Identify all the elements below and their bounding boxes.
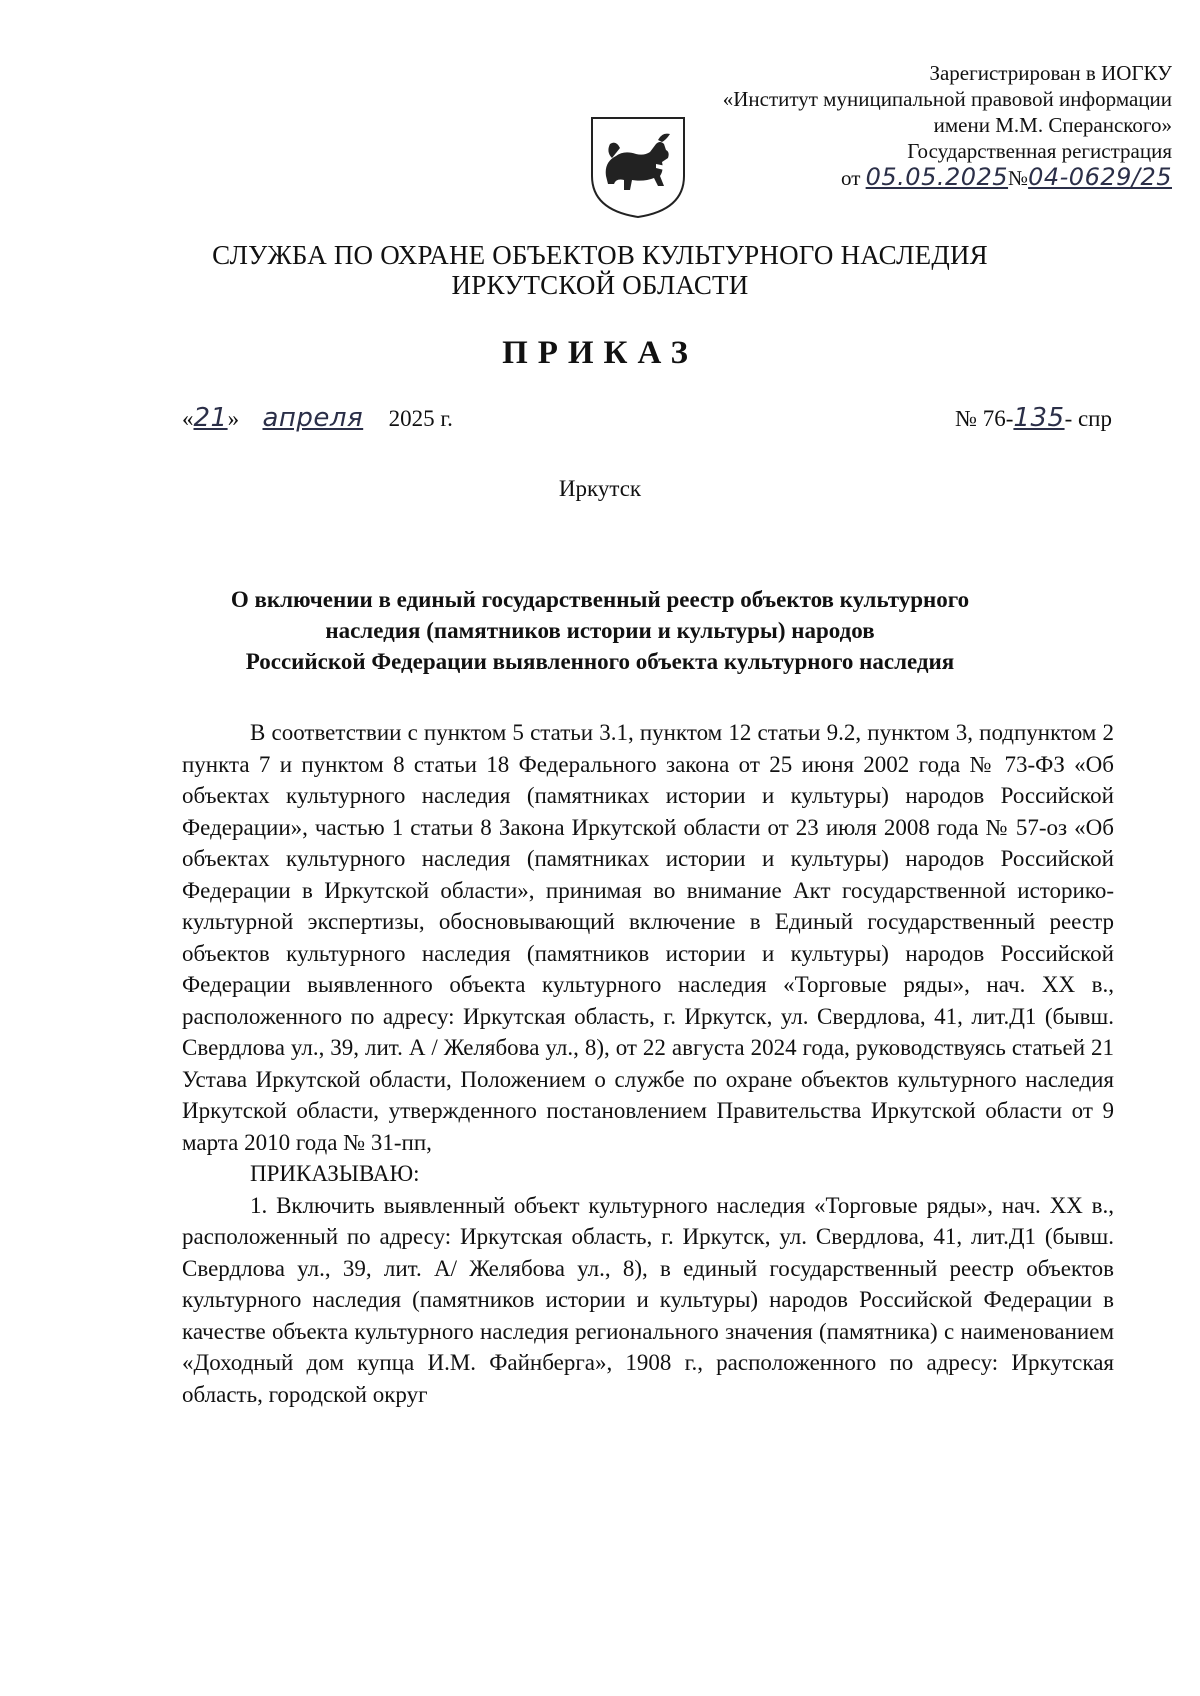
order-date-number-row <box>182 403 1112 437</box>
order-date-year: 2025 г. <box>388 406 453 431</box>
document-title-line-2: наследия (памятников истории и культуры) народов <box>325 618 875 643</box>
order-date-month: апреля <box>262 403 364 433</box>
agency-name-line-1: СЛУЖБА ПО ОХРАНЕ ОБЪЕКТОВ КУЛЬТУРНОГО НАСЛЕДИЯ <box>212 240 988 270</box>
registration-stamp <box>723 60 1172 191</box>
registration-line-2: «Институт муниципальной правовой информации <box>722 87 1172 111</box>
registration-date-handwritten: 05.05.2025 <box>865 163 1009 191</box>
order-number <box>955 403 1112 433</box>
document-body <box>182 717 1114 1410</box>
document-title-line-1: О включении в единый государственный реестр объектов культурного <box>230 587 970 612</box>
registration-line-4: Государственная регистрация <box>907 139 1172 163</box>
coat-of-arms-icon <box>586 114 690 220</box>
registration-date-line <box>723 164 1172 191</box>
order-date <box>182 403 453 433</box>
city: Иркутск <box>558 476 642 501</box>
order-number-prefix: № 76- <box>955 406 1014 431</box>
order-title: ПРИКАЗ <box>502 335 698 371</box>
registration-line-1: Зарегистрирован в ИОГКУ <box>929 61 1172 85</box>
preamble-paragraph: В соответствии с пунктом 5 статьи 3.1, пунктом 12 статьи 9.2, пунктом 3, подпунктом 2 пункта 7 и пунктом 8 статьи 18 Федерального закона от 25 июня 2002 года № 73-ФЗ «Об объектах культурного наследия (памятниках истории и культуры) народов Российской Федерации», частью 1 статьи 8 Закона Иркутской области от 23 июля 2008 года № 57-оз «Об объектах культурного наследия (памятниках истории и культуры) народов Российской Федерации в Иркутской области», принимая во внимание Акт государственной историко-культурной экспертизы, обосновывающий включение в Единый государственный реестр объектов культурного наследия (памятников истории и культуры) народов Российской Федерации выявленного объекта культурного наследия «Торговые ряды», нач. XX в., расположенного по адресу: Иркутская область, г. Иркутск, ул. Свердлова, 41, лит.Д1 (бывш. Свердлова ул., 39, лит. А / Желябова ул., 8), от 22 августа 2024 года, руководствуясь статьей 21 Устава Иркутской области, Положением о службе по охране объектов культурного наследия Иркутской области, утвержденного постановлением Правительства Иркутской области от 9 марта 2010 года № 31-пп, <box>182 720 1114 1155</box>
item-1-paragraph: 1. Включить выявленный объект культурного наследия «Торговые ряды», нач. XX в., расположенный по адресу: Иркутская область, г. Иркутск, ул. Свердлова, 41, лит.Д1 (бывш. Свердлова ул., 39, лит. А/ Желябова ул., 8), в единый государственный реестр объектов культурного наследия (памятников истории и культуры) народов Российской Федерации в качестве объекта культурного наследия регионального значения (памятника) с наименованием «Доходный дом купца И.М. Файнберга», 1908 г., расположенного по адресу: Иркутская область, городской округ <box>182 1192 1114 1407</box>
order-date-day: 21 <box>193 403 228 433</box>
registration-number-handwritten: 04-0629/25 <box>1028 163 1172 191</box>
order-date-close-quote: » <box>227 406 240 431</box>
order-number-suffix: - спр <box>1064 406 1112 431</box>
agency-name-line-2: ИРКУТСКОЙ ОБЛАСТИ <box>451 270 749 300</box>
registration-number-prefix: № <box>1008 166 1029 190</box>
order-number-handwritten: 135 <box>1013 403 1065 433</box>
decree-word: ПРИКАЗЫВАЮ: <box>250 1161 420 1186</box>
document-title <box>0 584 1200 677</box>
registration-date-prefix: от <box>840 166 861 190</box>
agency-name <box>0 240 1200 300</box>
order-date-open-quote: « <box>182 406 194 431</box>
registration-line-3: имени М.М. Сперанского» <box>933 113 1172 137</box>
document-title-line-3: Российской Федерации выявленного объекта культурного наследия <box>245 649 955 674</box>
